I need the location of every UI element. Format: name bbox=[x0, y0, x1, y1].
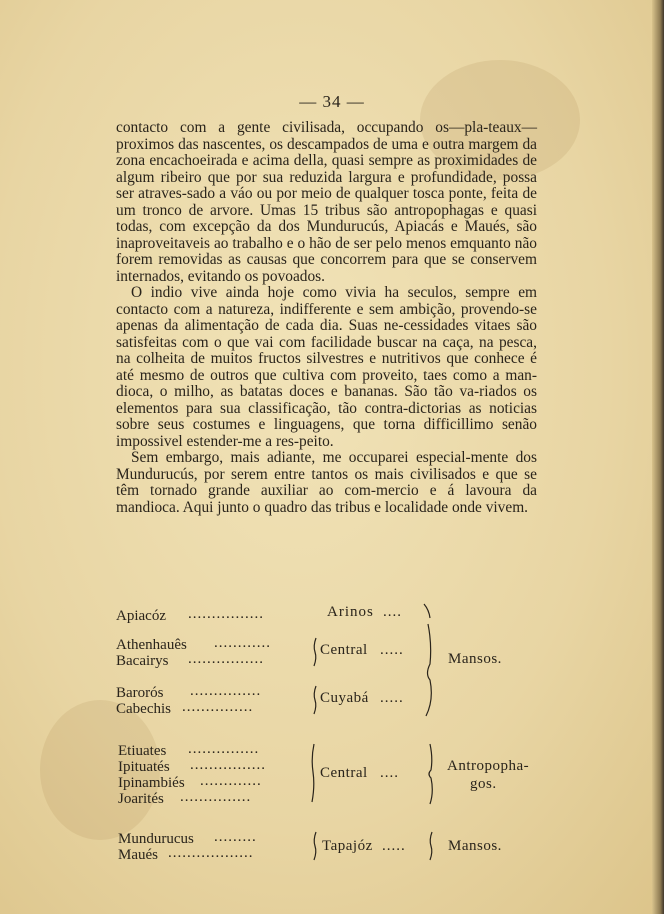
leader-dots: ......... bbox=[214, 829, 257, 845]
tribe-name: Mundurucus bbox=[118, 831, 194, 847]
left-brace bbox=[312, 744, 314, 802]
leader-dots: .... bbox=[380, 765, 399, 781]
category-label: Mansos. bbox=[448, 651, 502, 667]
leader-dots: ............... bbox=[190, 683, 262, 699]
left-brace bbox=[314, 686, 316, 714]
tribe-name: Joarités bbox=[118, 791, 164, 807]
leader-dots: ............. bbox=[200, 773, 262, 789]
category-label: gos. bbox=[470, 776, 497, 792]
leader-dots: ................ bbox=[188, 651, 264, 667]
leader-dots: ............... bbox=[180, 789, 252, 805]
leader-dots: ............... bbox=[188, 741, 260, 757]
paragraph: contacto com a gente civilisada, occupando os—pla-teaux—proximos das nascentes, os descampados de uma e outra margem da zona encachoeirada e acima della, quasi sempre as proximidades de algum ribeiro que por sua reduzida largura e profundidade, possa ser atraves-sado a váo ou por meio de qualquer tosca ponte, feita de um tronco de arvore. Umas 15 tribus são antropophagas e quasi todas, com excepção da dos Mundurucús, Apiacás e Maués, são inaproveitaveis ao trabalho e o hão de ser pelo menos emquanto não forem removidas as causas que concorrem para que se conservem internados, evitando os povoados. bbox=[116, 119, 537, 285]
left-brace bbox=[314, 832, 316, 860]
category-label: Antropopha- bbox=[447, 758, 530, 774]
region-name: Central bbox=[320, 642, 368, 658]
tribe-name: Barorós bbox=[116, 685, 164, 701]
leader-dots: .................. bbox=[168, 845, 254, 861]
tribe-name: Ipinambiés bbox=[118, 775, 185, 791]
brace-mark bbox=[424, 604, 430, 618]
right-brace bbox=[426, 624, 431, 716]
leader-dots: ................ bbox=[190, 757, 266, 773]
tribe-name: Etiuates bbox=[118, 743, 167, 759]
leader-dots: .... bbox=[383, 604, 402, 620]
tribe-name: Maués bbox=[118, 847, 158, 863]
region-name: Cuyabá bbox=[320, 690, 369, 706]
tribe-name: Apiacóz bbox=[116, 608, 166, 624]
paragraph: O indio vive ainda hoje como vivia ha seculos, sempre em contacto com a natureza, indifferente e sem ambição, provendo-se apenas da alimentação de cada dia. Suas ne-cessidades vitaes são satisfeitas com o que vai com facilidade buscar na caça, na pesca, na colheita de muitos fructos silvestres e nutritivos que conhece é até mesmo de outros que cultiva com proveito, taes como a man-dioca, o milho, as batatas doces e bananas. São tão va-riados os elementos para sua classificação, tão contra-dictorias as noticias sobre seus costumes e linguagens, que torna difficillimo senão impossivel estender-me a res-peito. bbox=[116, 284, 537, 450]
leader-dots: ............... bbox=[182, 699, 254, 715]
region-name: Arinos bbox=[327, 604, 374, 620]
tribe-name: Cabechis bbox=[116, 701, 171, 717]
region-name: Central bbox=[320, 765, 368, 781]
leader-dots: ............ bbox=[214, 635, 271, 651]
tribe-name: Bacairys bbox=[116, 653, 169, 669]
right-brace bbox=[430, 832, 432, 860]
paragraph: Sem embargo, mais adiante, me occuparei especial-mente dos Mundurucús, por serem entre tantos os mais civilisados e que se têm tornado grande auxiliar ao com-mercio e á lavoura da mandioca. Aqui junto o quadro das tribus e localidade onde vivem. bbox=[116, 449, 537, 516]
tribe-name: Ipituatés bbox=[118, 759, 170, 775]
region-name: Tapajóz bbox=[322, 838, 373, 854]
left-brace bbox=[314, 638, 316, 666]
leader-dots: ..... bbox=[380, 642, 404, 658]
page-number: — 34 — bbox=[299, 92, 365, 111]
leader-dots: ..... bbox=[382, 838, 406, 854]
category-label: Mansos. bbox=[448, 838, 502, 854]
leader-dots: ................ bbox=[188, 606, 264, 622]
leader-dots: ..... bbox=[380, 690, 404, 706]
tribe-name: Athenhauês bbox=[116, 637, 187, 653]
right-brace bbox=[429, 744, 432, 804]
